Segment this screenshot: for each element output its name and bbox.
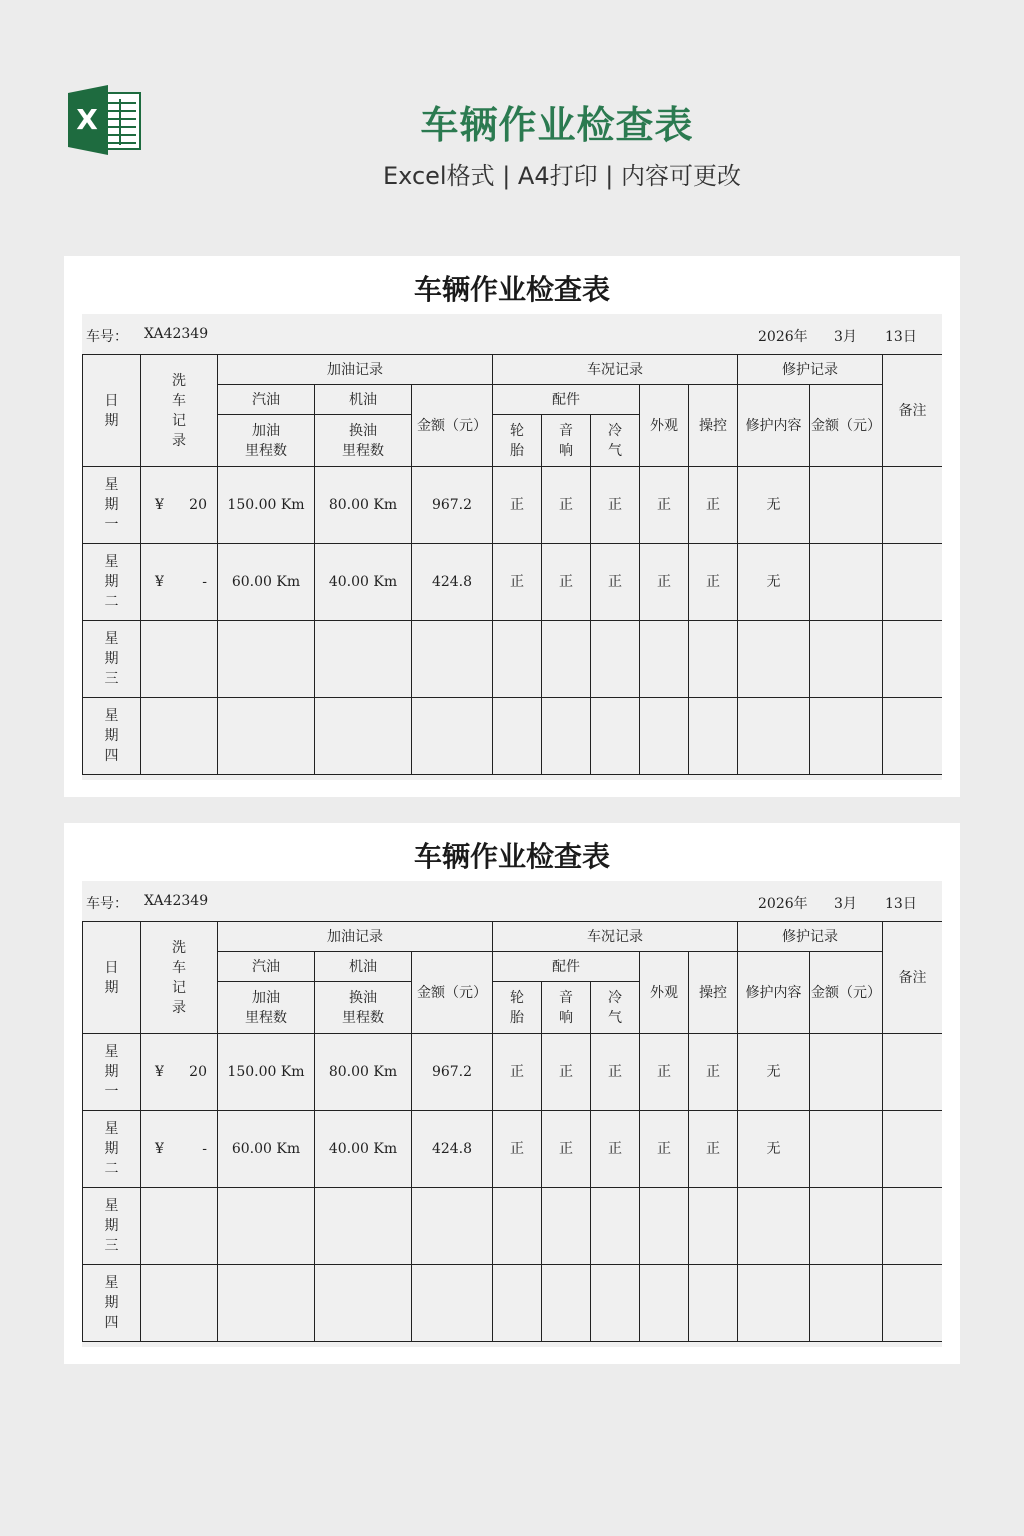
year-value: 2026年 (758, 896, 808, 912)
header-parts: 配件 (493, 952, 640, 982)
header-audio: 音 响 (542, 415, 591, 467)
sheet-body (82, 314, 942, 780)
header-appearance: 外观 (640, 952, 689, 1034)
table-row (83, 621, 943, 698)
fuel-mileage-cell: 60.00 Km (218, 1111, 315, 1188)
table-row (83, 1265, 943, 1342)
control-cell: 正 (689, 544, 738, 621)
header-remarks: 备注 (883, 355, 942, 467)
tire-cell: 正 (493, 1111, 542, 1188)
remarks-cell (883, 698, 942, 775)
header-parts: 配件 (493, 385, 640, 415)
weekday-cell: 星 期 二 (83, 1111, 141, 1188)
currency-symbol: ¥ (155, 1141, 164, 1157)
tire-cell: 正 (493, 467, 542, 544)
header-condition-record: 车况记录 (493, 355, 738, 385)
appearance-cell: 正 (640, 1111, 689, 1188)
control-cell (689, 1188, 738, 1265)
amount-cell: 967.2 (412, 467, 493, 544)
audio-cell (542, 698, 591, 775)
change-mileage-cell (315, 1188, 412, 1265)
appearance-cell: 正 (640, 544, 689, 621)
table-row (83, 1111, 943, 1188)
wash-cell (141, 1111, 218, 1188)
amount-cell (412, 1188, 493, 1265)
weekday-cell: 星 期 三 (83, 1188, 141, 1265)
control-cell (689, 698, 738, 775)
change-mileage-cell: 40.00 Km (315, 544, 412, 621)
month-value: 3月 (834, 896, 857, 912)
wash-cell (141, 1265, 218, 1342)
repair-content-cell: 无 (738, 544, 810, 621)
remarks-cell (883, 1034, 942, 1111)
amount-cell: 424.8 (412, 1111, 493, 1188)
audio-cell (542, 1265, 591, 1342)
appearance-cell (640, 698, 689, 775)
header-fuel-mileage: 加油 里程数 (218, 415, 315, 467)
weekday-cell: 星 期 四 (83, 1265, 141, 1342)
car-number-value: XA42349 (144, 893, 209, 909)
header-change-mileage: 换油 里程数 (315, 415, 412, 467)
audio-cell: 正 (542, 467, 591, 544)
year-value: 2026年 (758, 329, 808, 345)
repair-content-cell (738, 1188, 810, 1265)
control-cell (689, 621, 738, 698)
repair-content-cell: 无 (738, 1111, 810, 1188)
ac-cell: 正 (591, 544, 640, 621)
fuel-mileage-cell (218, 1188, 315, 1265)
change-mileage-cell (315, 1265, 412, 1342)
header-repair-amount: 金额（元） (810, 385, 883, 467)
repair-amount-cell (810, 1111, 883, 1188)
header-fuel-record: 加油记录 (218, 922, 493, 952)
ac-cell (591, 698, 640, 775)
appearance-cell (640, 1265, 689, 1342)
header-tire: 轮 胎 (493, 415, 542, 467)
wash-cell (141, 1188, 218, 1265)
remarks-cell (883, 1188, 942, 1265)
header-tire: 轮 胎 (493, 982, 542, 1034)
repair-amount-cell (810, 467, 883, 544)
change-mileage-cell (315, 698, 412, 775)
change-mileage-cell: 80.00 Km (315, 1034, 412, 1111)
remarks-cell (883, 544, 942, 621)
repair-content-cell (738, 698, 810, 775)
header-engine-oil: 机油 (315, 952, 412, 982)
sheet-body (82, 881, 942, 1347)
repair-amount-cell (810, 1265, 883, 1342)
header-date: 日 期 (83, 922, 141, 1034)
fuel-mileage-cell (218, 698, 315, 775)
inspection-table (82, 354, 942, 775)
weekday-cell: 星 期 三 (83, 621, 141, 698)
fuel-mileage-cell: 60.00 Km (218, 544, 315, 621)
remarks-cell (883, 1111, 942, 1188)
tire-cell: 正 (493, 544, 542, 621)
amount-cell (412, 698, 493, 775)
fuel-mileage-cell: 150.00 Km (218, 1034, 315, 1111)
ac-cell: 正 (591, 1111, 640, 1188)
header-repair-amount: 金额（元） (810, 952, 883, 1034)
month-value: 3月 (834, 329, 857, 345)
sheet-card (64, 823, 960, 1364)
tire-cell: 正 (493, 1034, 542, 1111)
appearance-cell: 正 (640, 467, 689, 544)
header-change-mileage: 换油 里程数 (315, 982, 412, 1034)
control-cell (689, 1265, 738, 1342)
header-date: 日 期 (83, 355, 141, 467)
page-title: 车辆作业检查表 (420, 103, 694, 147)
repair-content-cell: 无 (738, 1034, 810, 1111)
header-repair-content: 修护内容 (738, 385, 810, 467)
day-value: 13日 (885, 329, 917, 345)
control-cell: 正 (689, 1034, 738, 1111)
header-repair-record: 修护记录 (738, 355, 883, 385)
header-control: 操控 (689, 385, 738, 467)
repair-amount-cell (810, 544, 883, 621)
header-condition-record: 车况记录 (493, 922, 738, 952)
table-row (83, 698, 943, 775)
header-repair-content: 修护内容 (738, 952, 810, 1034)
wash-cell (141, 467, 218, 544)
audio-cell (542, 621, 591, 698)
amount-cell: 967.2 (412, 1034, 493, 1111)
wash-cell (141, 1034, 218, 1111)
ac-cell (591, 1265, 640, 1342)
wash-cell (141, 698, 218, 775)
control-cell: 正 (689, 467, 738, 544)
wash-value: - (202, 1141, 207, 1157)
currency-symbol: ¥ (155, 1064, 164, 1080)
amount-cell: 424.8 (412, 544, 493, 621)
table-row (83, 1034, 943, 1111)
change-mileage-cell (315, 621, 412, 698)
audio-cell: 正 (542, 1034, 591, 1111)
wash-value: 20 (189, 497, 207, 513)
header-control: 操控 (689, 952, 738, 1034)
weekday-cell: 星 期 一 (83, 1034, 141, 1111)
header-fuel-record: 加油记录 (218, 355, 493, 385)
weekday-cell: 星 期 二 (83, 544, 141, 621)
tire-cell (493, 621, 542, 698)
wash-cell (141, 621, 218, 698)
header-fuel-mileage: 加油 里程数 (218, 982, 315, 1034)
car-number-label: 车号： (86, 896, 128, 912)
remarks-cell (883, 621, 942, 698)
repair-content-cell (738, 621, 810, 698)
wash-value: 20 (189, 1064, 207, 1080)
audio-cell: 正 (542, 544, 591, 621)
header-amount: 金额（元） (412, 385, 493, 467)
fuel-mileage-cell (218, 621, 315, 698)
header-gasoline: 汽油 (218, 385, 315, 415)
amount-cell (412, 621, 493, 698)
tire-cell (493, 1188, 542, 1265)
wash-cell (141, 544, 218, 621)
audio-cell: 正 (542, 1111, 591, 1188)
table-row (83, 1188, 943, 1265)
car-number-label: 车号： (86, 329, 128, 345)
ac-cell: 正 (591, 1034, 640, 1111)
tire-cell (493, 698, 542, 775)
control-cell: 正 (689, 1111, 738, 1188)
weekday-cell: 星 期 一 (83, 467, 141, 544)
table-row (83, 544, 943, 621)
repair-amount-cell (810, 1034, 883, 1111)
audio-cell (542, 1188, 591, 1265)
page-subtitle: Excel格式 | A4打印 | 内容可更改 (383, 162, 741, 190)
day-value: 13日 (885, 896, 917, 912)
table-row (83, 467, 943, 544)
header-engine-oil: 机油 (315, 385, 412, 415)
inspection-table (82, 921, 942, 1342)
fuel-mileage-cell (218, 1265, 315, 1342)
repair-content-cell (738, 1265, 810, 1342)
change-mileage-cell: 80.00 Km (315, 467, 412, 544)
meta-row (82, 314, 942, 354)
header-repair-record: 修护记录 (738, 922, 883, 952)
car-number-value: XA42349 (144, 326, 209, 342)
change-mileage-cell: 40.00 Km (315, 1111, 412, 1188)
repair-amount-cell (810, 621, 883, 698)
appearance-cell (640, 1188, 689, 1265)
header-appearance: 外观 (640, 385, 689, 467)
meta-row (82, 881, 942, 921)
header-remarks: 备注 (883, 922, 942, 1034)
sheet-title: 车辆作业检查表 (413, 840, 610, 873)
header-audio: 音 响 (542, 982, 591, 1034)
sheet-title: 车辆作业检查表 (413, 273, 610, 306)
currency-symbol: ¥ (155, 497, 164, 513)
remarks-cell (883, 1265, 942, 1342)
weekday-cell: 星 期 四 (83, 698, 141, 775)
ac-cell: 正 (591, 467, 640, 544)
remarks-cell (883, 467, 942, 544)
header-ac: 冷 气 (591, 415, 640, 467)
header-ac: 冷 气 (591, 982, 640, 1034)
header-wash-record: 洗 车 记 录 (141, 355, 218, 467)
ac-cell (591, 1188, 640, 1265)
repair-amount-cell (810, 698, 883, 775)
currency-symbol: ¥ (155, 574, 164, 590)
header-gasoline: 汽油 (218, 952, 315, 982)
sheet-card (64, 256, 960, 797)
appearance-cell (640, 621, 689, 698)
header-amount: 金额（元） (412, 952, 493, 1034)
appearance-cell: 正 (640, 1034, 689, 1111)
svg-text:X: X (76, 103, 98, 136)
amount-cell (412, 1265, 493, 1342)
ac-cell (591, 621, 640, 698)
header-wash-record: 洗 车 记 录 (141, 922, 218, 1034)
wash-value: - (202, 574, 207, 590)
repair-content-cell: 无 (738, 467, 810, 544)
tire-cell (493, 1265, 542, 1342)
fuel-mileage-cell: 150.00 Km (218, 467, 315, 544)
repair-amount-cell (810, 1188, 883, 1265)
